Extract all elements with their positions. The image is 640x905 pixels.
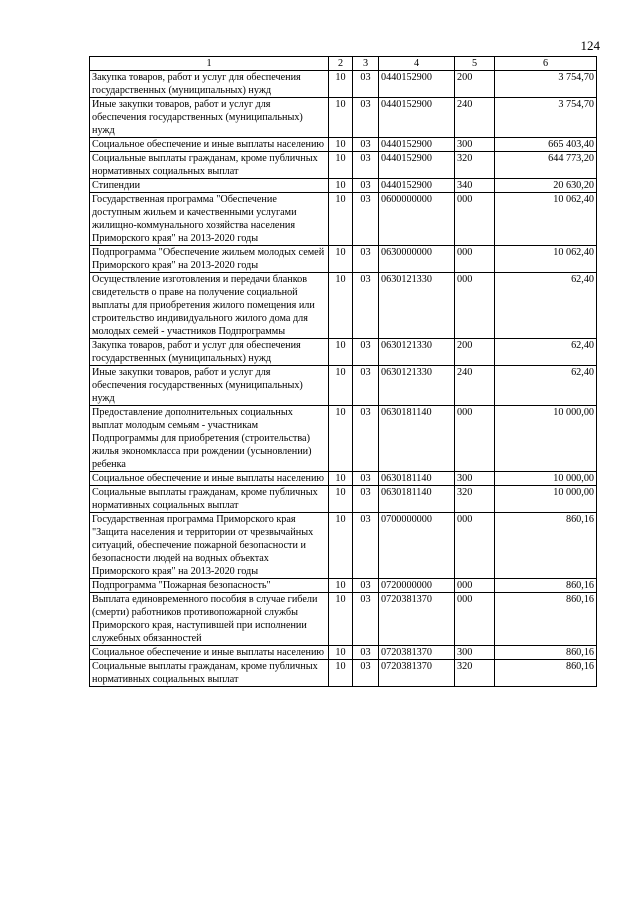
item-name-cell: Социальные выплаты гражданам, кроме публичных нормативных социальных выплат <box>90 660 329 687</box>
expense-type-cell: 200 <box>455 71 495 98</box>
target-article-cell: 0720381370 <box>379 646 455 660</box>
section-cell: 10 <box>329 486 353 513</box>
table-row <box>90 179 597 193</box>
target-article-cell: 0630181140 <box>379 486 455 513</box>
target-article-cell: 0440152900 <box>379 179 455 193</box>
subsection-cell: 03 <box>353 513 379 579</box>
expense-type-cell: 340 <box>455 179 495 193</box>
table-header-row <box>90 57 597 71</box>
table-row <box>90 193 597 246</box>
target-article-cell: 0440152900 <box>379 71 455 98</box>
expense-type-cell: 320 <box>455 486 495 513</box>
amount-cell: 644 773,20 <box>495 152 597 179</box>
table-row <box>90 593 597 646</box>
amount-cell: 665 403,40 <box>495 138 597 152</box>
item-name-cell: Социальные выплаты гражданам, кроме публичных нормативных социальных выплат <box>90 152 329 179</box>
expense-type-cell: 320 <box>455 152 495 179</box>
amount-cell: 860,16 <box>495 513 597 579</box>
item-name-cell: Закупка товаров, работ и услуг для обеспечения государственных (муниципальных) нужд <box>90 71 329 98</box>
table-row <box>90 71 597 98</box>
amount-cell: 3 754,70 <box>495 71 597 98</box>
expense-type-cell: 000 <box>455 579 495 593</box>
section-cell: 10 <box>329 406 353 472</box>
section-cell: 10 <box>329 138 353 152</box>
expense-type-cell: 320 <box>455 660 495 687</box>
amount-cell: 860,16 <box>495 579 597 593</box>
subsection-cell: 03 <box>353 71 379 98</box>
table-row <box>90 472 597 486</box>
item-name-cell: Социальные выплаты гражданам, кроме публичных нормативных социальных выплат <box>90 486 329 513</box>
target-article-cell: 0440152900 <box>379 138 455 152</box>
amount-cell: 20 630,20 <box>495 179 597 193</box>
section-cell: 10 <box>329 579 353 593</box>
section-cell: 10 <box>329 513 353 579</box>
section-cell: 10 <box>329 246 353 273</box>
table-row <box>90 339 597 366</box>
expense-type-cell: 200 <box>455 339 495 366</box>
subsection-cell: 03 <box>353 472 379 486</box>
subsection-cell: 03 <box>353 246 379 273</box>
item-name-cell: Предоставление дополнительных социальных выплат молодым семьям - участникам Подпрограммы для приобретения (строительства) жилья экономкласса при рождении (усыновлении) ребенка <box>90 406 329 472</box>
column-header: 6 <box>495 57 597 71</box>
expense-type-cell: 000 <box>455 513 495 579</box>
column-header: 4 <box>379 57 455 71</box>
subsection-cell: 03 <box>353 152 379 179</box>
amount-cell: 10 062,40 <box>495 246 597 273</box>
subsection-cell: 03 <box>353 179 379 193</box>
target-article-cell: 0720381370 <box>379 660 455 687</box>
target-article-cell: 0630121330 <box>379 273 455 339</box>
target-article-cell: 0440152900 <box>379 98 455 138</box>
item-name-cell: Закупка товаров, работ и услуг для обеспечения государственных (муниципальных) нужд <box>90 339 329 366</box>
item-name-cell: Подпрограмма "Пожарная безопасность" <box>90 579 329 593</box>
amount-cell: 860,16 <box>495 660 597 687</box>
expense-type-cell: 300 <box>455 138 495 152</box>
target-article-cell: 0630181140 <box>379 472 455 486</box>
item-name-cell: Подпрограмма "Обеспечение жильем молодых семей Приморского края" на 2013-2020 годы <box>90 246 329 273</box>
section-cell: 10 <box>329 193 353 246</box>
subsection-cell: 03 <box>353 138 379 152</box>
subsection-cell: 03 <box>353 193 379 246</box>
target-article-cell: 0630121330 <box>379 339 455 366</box>
target-article-cell: 0440152900 <box>379 152 455 179</box>
section-cell: 10 <box>329 472 353 486</box>
target-article-cell: 0720381370 <box>379 593 455 646</box>
target-article-cell: 0630121330 <box>379 366 455 406</box>
expense-type-cell: 000 <box>455 246 495 273</box>
section-cell: 10 <box>329 152 353 179</box>
amount-cell: 3 754,70 <box>495 98 597 138</box>
expense-type-cell: 000 <box>455 193 495 246</box>
amount-cell: 10 000,00 <box>495 472 597 486</box>
subsection-cell: 03 <box>353 646 379 660</box>
subsection-cell: 03 <box>353 366 379 406</box>
column-header: 2 <box>329 57 353 71</box>
amount-cell: 10 062,40 <box>495 193 597 246</box>
amount-cell: 10 000,00 <box>495 406 597 472</box>
table-row <box>90 660 597 687</box>
table-row <box>90 513 597 579</box>
item-name-cell: Осуществление изготовления и передачи бланков свидетельств о праве на получение социальной выплаты для приобретения жилого помещения или строительство индивидуального жилого дома для молодых семей - участников Подпрограммы <box>90 273 329 339</box>
amount-cell: 860,16 <box>495 593 597 646</box>
column-header: 3 <box>353 57 379 71</box>
amount-cell: 10 000,00 <box>495 486 597 513</box>
subsection-cell: 03 <box>353 486 379 513</box>
table-row <box>90 366 597 406</box>
amount-cell: 62,40 <box>495 339 597 366</box>
table-row <box>90 152 597 179</box>
section-cell: 10 <box>329 366 353 406</box>
page-number: 124 <box>580 38 600 53</box>
table-row <box>90 138 597 152</box>
subsection-cell: 03 <box>353 660 379 687</box>
expense-type-cell: 000 <box>455 593 495 646</box>
section-cell: 10 <box>329 71 353 98</box>
item-name-cell: Социальное обеспечение и иные выплаты населению <box>90 472 329 486</box>
table-row <box>90 406 597 472</box>
table-row <box>90 246 597 273</box>
target-article-cell: 0700000000 <box>379 513 455 579</box>
table-row <box>90 98 597 138</box>
section-cell: 10 <box>329 98 353 138</box>
section-cell: 10 <box>329 273 353 339</box>
subsection-cell: 03 <box>353 98 379 138</box>
subsection-cell: 03 <box>353 273 379 339</box>
target-article-cell: 0600000000 <box>379 193 455 246</box>
section-cell: 10 <box>329 593 353 646</box>
amount-cell: 62,40 <box>495 273 597 339</box>
item-name-cell: Социальное обеспечение и иные выплаты населению <box>90 138 329 152</box>
expense-type-cell: 300 <box>455 472 495 486</box>
section-cell: 10 <box>329 179 353 193</box>
column-header: 1 <box>90 57 329 71</box>
item-name-cell: Иные закупки товаров, работ и услуг для обеспечения государственных (муниципальных) нужд <box>90 366 329 406</box>
expense-type-cell: 000 <box>455 273 495 339</box>
item-name-cell: Государственная программа Приморского края "Защита населения и территории от чрезвычайных ситуаций, обеспечение пожарной безопасности и безопасности людей на водных объектах Приморского края" на 2013-2020 годы <box>90 513 329 579</box>
table-row <box>90 273 597 339</box>
subsection-cell: 03 <box>353 593 379 646</box>
amount-cell: 62,40 <box>495 366 597 406</box>
budget-table <box>89 56 597 687</box>
item-name-cell: Иные закупки товаров, работ и услуг для обеспечения государственных (муниципальных) нужд <box>90 98 329 138</box>
section-cell: 10 <box>329 339 353 366</box>
expense-type-cell: 240 <box>455 98 495 138</box>
item-name-cell: Выплата единовременного пособия в случае гибели (смерти) работников противопожарной службы Приморского края, наступившей при исполнении служебных обязанностей <box>90 593 329 646</box>
expense-type-cell: 240 <box>455 366 495 406</box>
item-name-cell: Социальное обеспечение и иные выплаты населению <box>90 646 329 660</box>
target-article-cell: 0630000000 <box>379 246 455 273</box>
item-name-cell: Стипендии <box>90 179 329 193</box>
table-row <box>90 646 597 660</box>
target-article-cell: 0720000000 <box>379 579 455 593</box>
target-article-cell: 0630181140 <box>379 406 455 472</box>
table-row <box>90 579 597 593</box>
item-name-cell: Государственная программа "Обеспечение доступным жильем и качественными услугами жилищно-коммунального хозяйства населения Приморского края" на 2013-2020 годы <box>90 193 329 246</box>
amount-cell: 860,16 <box>495 646 597 660</box>
subsection-cell: 03 <box>353 339 379 366</box>
subsection-cell: 03 <box>353 406 379 472</box>
section-cell: 10 <box>329 660 353 687</box>
table-row <box>90 486 597 513</box>
column-header: 5 <box>455 57 495 71</box>
expense-type-cell: 300 <box>455 646 495 660</box>
expense-type-cell: 000 <box>455 406 495 472</box>
section-cell: 10 <box>329 646 353 660</box>
subsection-cell: 03 <box>353 579 379 593</box>
